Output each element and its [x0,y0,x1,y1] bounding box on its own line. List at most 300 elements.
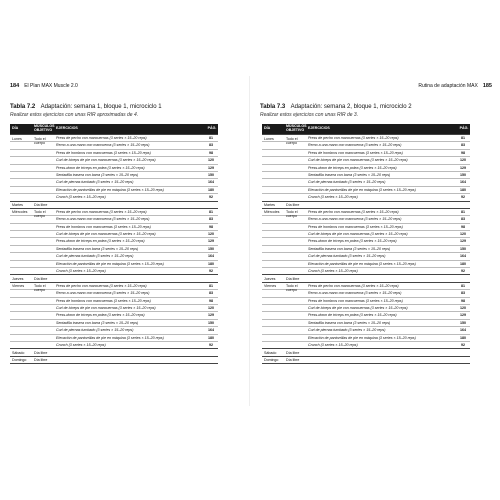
cell-objetivo [32,187,54,193]
cell-dia [10,261,32,267]
table-row [262,282,470,293]
table-row [262,289,470,296]
cell-objetivo: Día libre [286,203,300,208]
cell-pag: 150 [460,246,466,251]
cell-ejercicio: Press de hombros con mancuernas (3 series × 15–20 reps) [56,150,151,155]
cell-objetivo [284,320,306,326]
cell-ejercicio [54,275,204,281]
cell-objetivo [284,157,306,163]
cell-dia [262,290,284,296]
table-row [262,156,470,163]
page-number: 185 [482,83,492,89]
cell-ejercicio: Remo a una mano con mancuerna (3 series × 15–20 reps) [308,217,402,222]
table-row [262,171,470,178]
cell-objetivo [32,224,54,230]
table-row [262,193,470,200]
cell-pag: 180 [208,187,214,192]
cell-ejercicio: Curl de bíceps de pie con mancuernas (3 series × 15–20 reps) [56,158,156,163]
table-label: Tabla 7.2 [10,104,36,110]
cell-pag: 81 [209,136,213,140]
cell-pag: 164 [208,328,214,333]
cell-ejercicio: Press-down de tríceps en polea (3 series × 15–20 reps) [56,239,145,244]
cell-ejercicio [54,202,204,208]
table-row [10,193,218,200]
cell-ejercicio: Curl de piernas tumbado (3 series × 15–20 reps) [56,180,134,185]
cell-objetivo [32,290,54,296]
cell-objetivo: Día libre [286,350,300,355]
table-caption [260,103,492,111]
cell-dia [262,253,284,259]
cell-ejercicio: Remo a una mano con mancuerna (3 series × 15–20 reps) [308,143,402,148]
header-dia: DÍA [264,126,271,131]
cell-pag: 92 [461,269,465,274]
cell-ejercicio: Press-down de tríceps en polea (3 series × 15–20 reps) [56,165,145,170]
page-gutter [249,76,250,406]
left-page [6,76,246,406]
table-row [262,245,470,252]
cell-ejercicio [306,275,456,281]
table-row [10,186,218,193]
cell-pag: 129 [208,239,214,244]
cell-pag: 92 [461,195,465,200]
cell-pag [456,349,470,355]
cell-ejercicio [54,349,204,355]
cell-dia [262,320,284,326]
table-row [10,252,218,259]
cell-objetivo [284,342,306,348]
table-row [10,348,218,355]
cell-objetivo: Todo el cuerpo [286,210,298,219]
cell-objetivo [32,194,54,200]
cell-pag: 92 [461,342,465,347]
cell-objetivo [284,187,306,193]
cell-ejercicio: Press de hombros con mancuernas (3 series × 15–20 reps) [56,298,151,303]
table-header [10,124,218,134]
table-caption [10,103,242,111]
cell-ejercicio: Curl de piernas tumbado (3 series × 15–20 reps) [56,254,134,259]
table-row [262,304,470,311]
cell-pag: 98 [209,224,213,229]
table-row [262,149,470,156]
table-row [10,208,218,219]
table-row [10,237,218,244]
cell-objetivo: Todo el cuerpo [286,136,298,145]
cell-pag: 180 [460,261,466,266]
cell-objetivo [284,305,306,311]
table-row [262,274,470,281]
table-row [262,178,470,185]
cell-pag: 98 [461,150,465,155]
cell-pag: 129 [460,313,466,318]
cell-pag: 164 [208,254,214,259]
cell-objetivo [32,335,54,341]
cell-objetivo: Día libre [286,358,300,363]
cell-objetivo [284,224,306,230]
cell-pag [456,202,470,208]
cell-dia [262,187,284,193]
cell-objetivo [32,298,54,304]
table-row [10,178,218,185]
table-body [262,134,470,364]
cell-dia [262,342,284,348]
routine-table [262,124,470,364]
cell-objetivo [284,298,306,304]
cell-objetivo [284,268,306,274]
cell-ejercicio: Curl de bíceps de pie con mancuernas (3 series × 15–20 reps) [308,158,408,163]
cell-pag: 129 [208,165,214,170]
table-row [262,134,470,145]
cell-dia [10,157,32,163]
cell-dia [10,172,32,178]
cell-pag: 120 [460,158,466,163]
table-row [10,260,218,267]
cell-objetivo [32,253,54,259]
table-row [262,201,470,208]
cell-objetivo [32,268,54,274]
table-row [10,326,218,333]
cell-objetivo [284,312,306,318]
table-row [10,223,218,230]
cell-dia [10,165,32,171]
cell-ejercicio: Elevación de pantorrillas de pie en máquina (3 series × 15–20 reps) [308,261,416,266]
header-objetivo: MÚSCULOS OBJETIVO [34,124,55,132]
header-objetivo: MÚSCULOS OBJETIVO [286,124,307,132]
cell-pag [204,357,218,363]
cell-pag: 150 [208,320,214,325]
cell-ejercicio: Press de pecho con mancuernas (3 series × 15–20 reps) [308,209,399,214]
cell-dia: Viernes [12,284,25,289]
cell-dia [262,157,284,163]
header-pag: PÁG. [207,126,217,131]
cell-dia [10,253,32,259]
cell-dia [10,320,32,326]
cell-dia [262,335,284,341]
cell-pag [456,357,470,363]
cell-dia [262,305,284,311]
cell-objetivo [284,335,306,341]
table-title: Adaptación: semana 1, bloque 1, microciclo 1 [40,104,162,110]
table-row [262,237,470,244]
cell-dia: Domingo [12,358,27,363]
cell-pag: 129 [460,165,466,170]
cell-objetivo [284,253,306,259]
table-row [10,304,218,311]
cell-dia [10,224,32,230]
cell-pag: 83 [461,143,465,148]
cell-dia [262,194,284,200]
cell-pag: 120 [460,305,466,310]
table-row [10,245,218,252]
header-pag: PÁG. [459,126,469,131]
cell-pag: 98 [209,298,213,303]
cell-dia: Martes [264,203,275,208]
cell-objetivo [284,290,306,296]
cell-dia [262,216,284,222]
table-row [262,260,470,267]
cell-ejercicio: Press de pecho con mancuernas (3 series × 15–20 reps) [56,209,147,214]
cell-pag: 164 [208,180,214,185]
cell-ejercicio: Curl de bíceps de pie con mancuernas (3 series × 15–20 reps) [56,305,156,310]
right-page [256,76,496,406]
table-row [10,149,218,156]
cell-objetivo [32,312,54,318]
cell-pag [204,349,218,355]
cell-dia [10,142,32,148]
cell-objetivo: Día libre [34,276,48,281]
table-header [262,124,470,134]
cell-objetivo [32,246,54,252]
cell-dia [262,261,284,267]
cell-objetivo [284,216,306,222]
cell-objetivo [284,172,306,178]
table-row [10,334,218,341]
cell-dia [262,298,284,304]
cell-objetivo [32,238,54,244]
cell-ejercicio [306,349,456,355]
cell-ejercicio: Press-down de tríceps en polea (3 series × 15–20 reps) [308,239,397,244]
cell-objetivo [284,165,306,171]
cell-dia [262,327,284,333]
cell-pag: 129 [208,313,214,318]
cell-pag: 150 [460,320,466,325]
table-row [10,289,218,296]
cell-objetivo [32,165,54,171]
cell-ejercicio: Elevación de pantorrillas de pie en máquina (3 series × 15–20 reps) [56,261,164,266]
table-row [262,267,470,274]
routine-table [10,124,218,364]
cell-objetivo [32,342,54,348]
cell-dia [10,179,32,185]
table-row [10,311,218,318]
cell-ejercicio [54,357,204,363]
cell-ejercicio: Press-down de tríceps en polea (3 series × 15–20 reps) [56,313,145,318]
table-row [10,171,218,178]
cell-dia [10,335,32,341]
cell-ejercicio: Crunch (3 series × 15–20 reps) [308,195,358,200]
cell-ejercicio: Crunch (3 series × 15–20 reps) [56,195,106,200]
cell-ejercicio: Press de hombros con mancuernas (3 series × 15–20 reps) [308,224,403,229]
cell-objetivo [284,261,306,267]
cell-pag: 81 [461,283,465,288]
cell-ejercicio: Sentadilla trasera con barra (3 series × 15–20 reps) [308,246,391,251]
table-row [262,208,470,219]
table-row [10,356,218,363]
table-row [262,223,470,230]
cell-objetivo [284,194,306,200]
cell-ejercicio: Sentadilla trasera con barra (3 series × 15–20 reps) [308,172,391,177]
cell-pag: 98 [461,224,465,229]
cell-dia: Martes [12,203,23,208]
table-row [10,341,218,348]
table-row [10,134,218,145]
cell-ejercicio: Press de hombros con mancuernas (3 series × 15–20 reps) [56,224,151,229]
cell-objetivo [32,327,54,333]
cell-objetivo: Todo el cuerpo [34,136,46,145]
cell-pag: 120 [208,305,214,310]
table-row [262,341,470,348]
cell-ejercicio: Crunch (3 series × 15–20 reps) [308,269,358,274]
cell-ejercicio: Curl de bíceps de pie con mancuernas (3 series × 15–20 reps) [308,305,408,310]
table-body [10,134,218,364]
table-row [262,164,470,171]
cell-dia: Miércoles [264,210,280,215]
cell-pag: 98 [461,298,465,303]
cell-dia [10,312,32,318]
cell-objetivo: Día libre [34,350,48,355]
cell-objetivo [32,261,54,267]
cell-ejercicio: Press de pecho con mancuernas (3 series × 15–20 reps) [56,283,147,288]
cell-dia [10,246,32,252]
table-row [10,274,218,281]
cell-pag: 120 [208,158,214,163]
cell-dia [10,231,32,237]
table-row [262,186,470,193]
cell-dia: Viernes [264,284,277,289]
table-row [262,356,470,363]
cell-ejercicio: Press de pecho con mancuernas (3 series × 15–20 reps) [308,283,399,288]
cell-dia [10,342,32,348]
cell-pag: 129 [460,239,466,244]
table-row [10,267,218,274]
cell-objetivo [284,179,306,185]
cell-pag: 98 [209,150,213,155]
cell-ejercicio: Remo a una mano con mancuerna (3 series × 15–20 reps) [308,291,402,296]
cell-ejercicio: Press de hombros con mancuernas (3 series × 15–20 reps) [308,150,403,155]
table-row [262,319,470,326]
table-row [262,311,470,318]
cell-pag: 164 [460,328,466,333]
cell-objetivo [32,216,54,222]
cell-dia [262,246,284,252]
cell-pag: 92 [209,269,213,274]
cell-pag: 180 [460,335,466,340]
cell-ejercicio: Elevación de pantorrillas de pie en máquina (3 series × 15–20 reps) [308,335,416,340]
cell-dia: Sábado [264,350,277,355]
table-row [10,230,218,237]
running-header [10,82,242,90]
table-row [262,348,470,355]
cell-pag: 81 [209,209,213,214]
cell-pag: 164 [460,254,466,259]
table-row [262,215,470,222]
cell-pag: 81 [461,209,465,214]
cell-pag: 83 [461,291,465,296]
cell-objetivo [284,231,306,237]
cell-objetivo [284,246,306,252]
table-row [10,319,218,326]
cell-pag: 83 [209,143,213,148]
cell-objetivo: Todo el cuerpo [286,284,298,293]
cell-objetivo [284,150,306,156]
cell-ejercicio: Remo a una mano con mancuerna (3 series × 15–20 reps) [56,217,150,222]
cell-dia: Jueves [264,276,276,281]
cell-dia [262,150,284,156]
cell-dia [10,194,32,200]
table-subtitle: Realizar estos ejercicios con unas RIR de 3. [260,112,359,118]
table-row [10,164,218,171]
cell-pag: 120 [460,232,466,237]
cell-objetivo [284,238,306,244]
cell-pag: 83 [209,291,213,296]
cell-dia: Sábado [12,350,25,355]
cell-objetivo [32,231,54,237]
cell-pag: 83 [461,217,465,222]
cell-ejercicio: Curl de piernas tumbado (3 series × 15–20 reps) [56,328,134,333]
cell-dia [262,224,284,230]
cell-dia [10,216,32,222]
cell-ejercicio: Crunch (3 series × 15–20 reps) [56,342,106,347]
cell-dia: Jueves [12,276,24,281]
cell-dia [262,268,284,274]
table-row [10,156,218,163]
cell-dia: Miércoles [12,210,28,215]
cell-ejercicio: Press de pecho con mancuernas (3 series × 15–20 reps) [56,136,147,140]
table-title: Adaptación: semana 2, bloque 1, microciclo 2 [290,104,412,110]
table-row [262,230,470,237]
cell-ejercicio [306,357,456,363]
table-label: Tabla 7.3 [260,104,286,110]
cell-ejercicio: Sentadilla trasera con barra (3 series × 15–20 reps) [56,320,139,325]
cell-dia [10,238,32,244]
cell-pag: 81 [461,136,465,140]
table-row [262,297,470,304]
cell-ejercicio: Remo a una mano con mancuerna (3 series × 15–20 reps) [56,291,150,296]
cell-dia: Lunes [12,136,22,141]
cell-dia [10,268,32,274]
running-head-title: Rutina de adaptación MAX [418,83,478,89]
cell-pag [456,275,470,281]
table-row [262,334,470,341]
cell-objetivo: Día libre [34,203,48,208]
cell-pag: 150 [208,172,214,177]
cell-pag: 150 [460,172,466,177]
header-ejercicios: EJERCICIOS [308,126,330,131]
table-row [10,215,218,222]
cell-dia: Lunes [264,136,274,141]
cell-dia [10,298,32,304]
cell-ejercicio [306,202,456,208]
cell-ejercicio: Curl de piernas tumbado (3 series × 15–20 reps) [308,254,386,259]
cell-pag: 81 [209,283,213,288]
cell-ejercicio: Elevación de pantorrillas de pie en máquina (3 series × 15–20 reps) [308,187,416,192]
page-number: 184 [10,83,20,89]
cell-ejercicio: Curl de bíceps de pie con mancuernas (3 series × 15–20 reps) [56,232,156,237]
cell-dia [262,312,284,318]
cell-objetivo [32,150,54,156]
running-head-title: El Plan MAX Muscle 2.0 [24,83,78,89]
cell-objetivo [32,305,54,311]
cell-ejercicio: Press-down de tríceps en polea (3 series × 15–20 reps) [308,165,397,170]
cell-pag: 180 [208,335,214,340]
cell-ejercicio: Press-down de tríceps en polea (3 series × 15–20 reps) [308,313,397,318]
book-spread [0,76,500,406]
cell-dia [262,142,284,148]
table-row [10,297,218,304]
cell-objetivo [32,172,54,178]
cell-ejercicio: Sentadilla trasera con barra (3 series × 15–20 reps) [56,172,139,177]
cell-objetivo [32,320,54,326]
cell-pag: 150 [208,246,214,251]
cell-pag: 180 [460,187,466,192]
cell-objetivo [32,157,54,163]
cell-ejercicio: Press de pecho con mancuernas (3 series × 15–20 reps) [308,136,399,140]
cell-dia [262,179,284,185]
cell-ejercicio: Press de hombros con mancuernas (3 series × 15–20 reps) [308,298,403,303]
cell-pag: 92 [209,342,213,347]
cell-pag: 83 [209,217,213,222]
cell-dia [10,327,32,333]
cell-ejercicio: Elevación de pantorrillas de pie en máquina (3 series × 15–20 reps) [56,335,164,340]
